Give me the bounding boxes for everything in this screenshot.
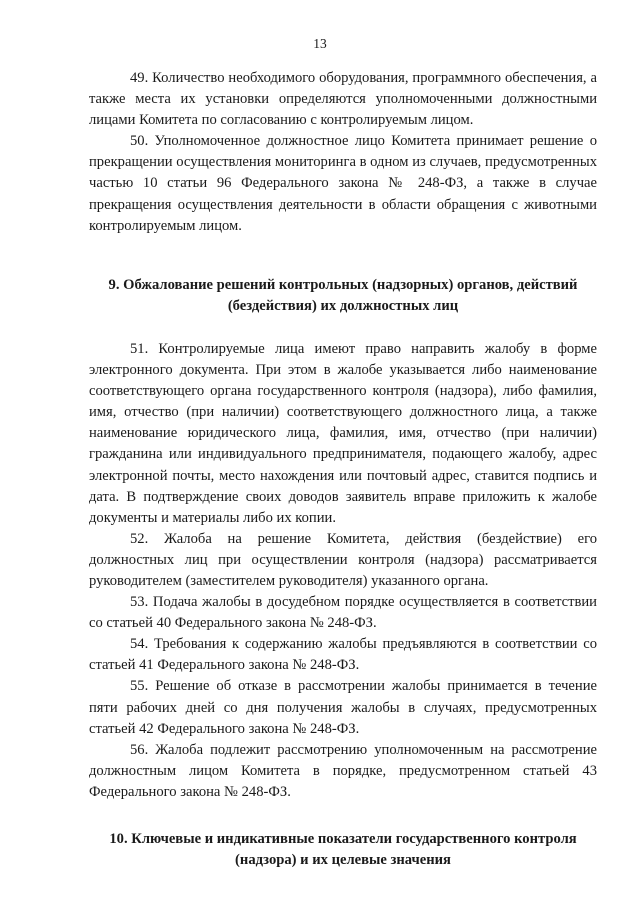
paragraph-53: 53. Подача жалобы в досудебном порядке осуществляется в соответствии со статьей 40 Федерального закона № 248-ФЗ.: [89, 594, 597, 632]
paragraph-56: 56. Жалоба подлежит рассмотрению уполномоченным на рассмотрение должностным лицом Комитета в порядке, предусмотренном статьей 43 Федерального закона № 248-ФЗ.: [89, 741, 597, 800]
page-content: [89, 68, 597, 871]
section-9-heading: 9. Обжалование решений контрольных (надзорных) органов, действий (бездействия) их должностных лиц: [108, 276, 578, 314]
section-10-heading: 10. Ключевые и индикативные показатели государственного контроля (надзора) и их целевые значения: [109, 831, 577, 869]
section-spacer: [89, 237, 597, 275]
page-number: 13: [313, 36, 327, 51]
paragraph-50: 50. Уполномоченное должностное лицо Комитета принимает решение о прекращении осуществления мониторинга в одном из случаев, предусмотренных частью 10 статьи 96 Федерального закона № 248-ФЗ, а также в случае прекращения осуществления деятельности в области обращения с животными контролируемым лицом.: [89, 133, 597, 234]
paragraph-54: 54. Требования к содержанию жалобы предъявляются в соответствии со статьей 41 Федерального закона № 248-ФЗ.: [89, 636, 597, 674]
paragraph-51: 51. Контролируемые лица имеют право направить жалобу в форме электронного документа. При этом в жалобе указывается либо наименование соответствующего органа государственного контроля (надзора), либо фамилия, имя, отчество (при наличии) соответствующего должностного лица, а также наименование юридического лица, фамилия, имя, отчество (при наличии) гражданина или индивидуального предпринимателя, подающего жалобу, адрес электронной почты, место нахождения или почтовый адрес, ставится подпись и дата. В подтверждение своих доводов заявитель вправе приложить к жалобе документы и материалы либо их копии.: [89, 340, 597, 526]
paragraph-55: 55. Решение об отказе в рассмотрении жалобы принимается в течение пяти рабочих дней со дня получения жалобы в случаях, предусмотренных статьей 42 Федерального закона № 248-ФЗ.: [89, 678, 597, 737]
paragraph-52: 52. Жалоба на решение Комитета, действия (бездействие) его должностных лиц при осуществлении контроля (надзора) рассматривается руководителем (заместителем руководителя) указанного органа.: [89, 530, 597, 589]
section-spacer: [89, 803, 597, 829]
paragraph-49: 49. Количество необходимого оборудования, программного обеспечения, а также места их установки определяются уполномоченными должностными лицами Комитета по согласованию с контролируемым лицом.: [89, 70, 597, 129]
heading-spacer: [89, 317, 597, 339]
